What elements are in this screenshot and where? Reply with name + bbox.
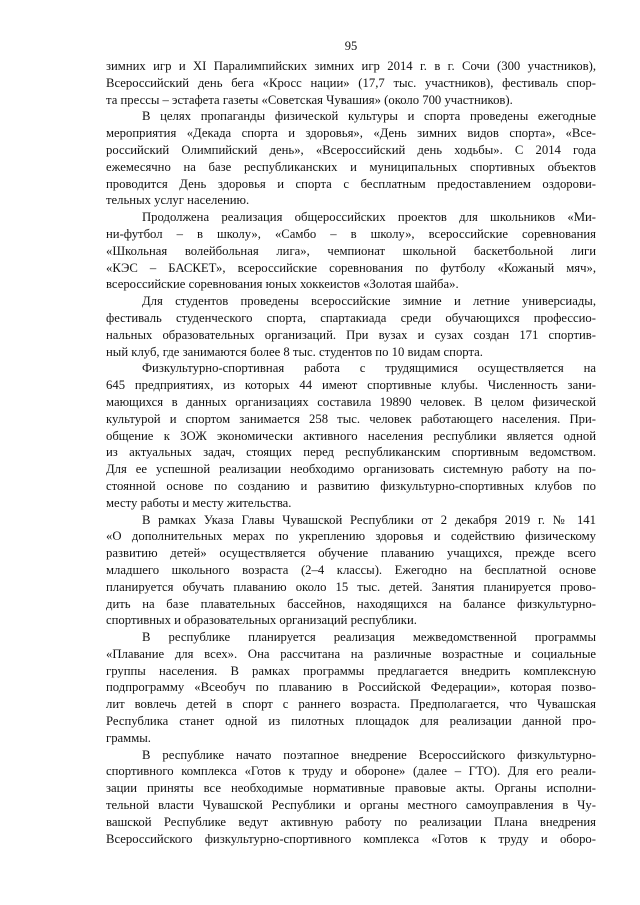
text-line: тельных услуг населению.: [106, 193, 250, 208]
text-line: культурой и спортом занимается 258 тыс. человек работающего населения. При-: [106, 411, 596, 426]
document-page: [106, 38, 596, 847]
text-line: Продолжена реализация общероссийских проектов для школьников «Ми-: [142, 210, 596, 225]
text-line: фестиваль студенческого спорта, спартакиада среди обучающихся профессио-: [106, 310, 596, 325]
text-line: «Школьная волейбольная лига», чемпионат школьной баскетбольной лиги: [106, 243, 596, 258]
text-line: 645 предприятиях, из которых 44 имеют спортивные клубы. Численность зани-: [106, 378, 596, 393]
paragraph: [106, 512, 596, 630]
text-line: из актуальных задач, стоящих перед республиканским спортивным ведомством.: [106, 445, 596, 460]
page-number: 95: [344, 39, 358, 53]
text-line: лит вовлечь детей в спорт с раннего возраста. Предполагается, что Чувашская: [106, 697, 596, 712]
text-line: граммы.: [106, 730, 151, 745]
text-line: дить на базе плавательных бассейнов, находящихся на балансе физкультурно-: [106, 596, 596, 611]
text-line: Для ее успешной реализации необходимо организовать системную работу на по-: [106, 462, 596, 477]
text-line: та прессы – эстафета газеты «Советская Чувашия» (около 700 участников).: [106, 92, 513, 107]
text-line: подпрограмму «Всеобуч по плаванию в Российской Федерации», которая позво-: [106, 680, 596, 695]
text-line: планируется обучать плаванию около 15 тыс. детей. Занятия планируется прово-: [106, 579, 596, 594]
text-line: спортивного комплекса «Готов к труду и обороне» (далее – ГТО). Для его реали-: [106, 764, 596, 779]
text-line: Для студентов проведены всероссийские зимние и летние универсиады,: [142, 294, 596, 309]
text-line: Всероссийского физкультурно-спортивного комплекса «Готов к труду и оборо-: [106, 831, 596, 846]
text-line: В республике начато поэтапное внедрение Всероссийского физкультурно-: [142, 747, 596, 762]
text-line: мероприятия «Декада спорта и здоровья», «День зимних видов спорта», «Все-: [106, 126, 596, 141]
text-line: младшего школьного возраста (2–4 классы). Ежегодно на бесплатной основе: [106, 562, 596, 577]
text-line: тельной власти Чувашской Республики и органы местного самоуправления в Чу-: [106, 798, 596, 813]
text-line: «КЭС – БАСКЕТ», всероссийские соревнования по футболу «Кожаный мяч»,: [106, 260, 596, 275]
text-line: вашской Республике ведут активную работу по реализации Плана внедрения: [106, 814, 596, 829]
text-line: нальных образовательных организаций. При вузах и сузах создан 171 спортив-: [106, 327, 596, 342]
text-line: Всероссийский день бега «Кросс нации» (17,7 тыс. участников), фестиваль спор-: [106, 75, 596, 90]
text-line: проводится День здоровья и спорта с бесплатным предоставлением оздорови-: [106, 176, 596, 191]
text-line: общение к ЗОЖ экономически активного населения республики является одной: [106, 428, 596, 443]
paragraph: [106, 360, 596, 511]
text-line: В республике планируется реализация межведомственной программы: [142, 630, 596, 645]
text-line: развитию детей» осуществляется обучение плаванию учащихся, прежде всего: [106, 546, 596, 561]
text-line: всероссийские соревнования юных хоккеистов «Золотая шайба».: [106, 277, 459, 292]
text-line: «О дополнительных мерах по укреплению здоровья и содействию физическому: [106, 529, 596, 544]
text-line: российский Олимпийский день», «Всероссийский день ходьбы». С 2014 года: [106, 142, 596, 157]
text-line: мающихся в данных организациях составила 19890 человек. В целом физической: [106, 394, 596, 409]
text-line: группы населения. В рамках программы предлагается внедрить комплексную: [106, 663, 596, 678]
text-line: «Плавание для всех». Она рассчитана на различные возрастные и социальные: [106, 646, 596, 661]
paragraph: [106, 293, 596, 360]
text-line: В рамках Указа Главы Чувашской Республики от 2 декабря 2019 г. № 141: [142, 512, 596, 527]
text-line: зации приняты все необходимые нормативные правовые акты. Органы исполни-: [106, 781, 596, 796]
text-line: зимних игр и XI Паралимпийских зимних игр 2014 г. в г. Сочи (300 участников),: [106, 59, 596, 73]
body-text: [106, 58, 596, 847]
text-line: ежемесячно на базе республиканских и муниципальных спортивных объектов: [106, 159, 596, 174]
text-line: спортивных и образовательных организаций республики.: [106, 613, 417, 628]
text-line: ни-футбол – в школу», «Самбо – в школу», всероссийские соревнования: [106, 226, 596, 241]
paragraph: [106, 629, 596, 747]
paragraph: [106, 58, 596, 108]
text-line: Республика станет одной из пилотных площадок для реализации данной про-: [106, 714, 596, 729]
text-line: месту работы и месту жительства.: [106, 495, 292, 510]
paragraph: [106, 747, 596, 848]
paragraph: [106, 108, 596, 209]
text-line: Физкультурно-спортивная работа с трудящимися осуществляется на: [142, 361, 596, 376]
text-line: В целях пропаганды физической культуры и спорта проведены ежегодные: [142, 109, 596, 124]
paragraph: [106, 209, 596, 293]
text-line: стоянной основе по созданию и развитию физкультурно-спортивных клубов по: [106, 478, 596, 493]
text-line: ный клуб, где занимаются более 8 тыс. студентов по 10 видам спорта.: [106, 344, 483, 359]
